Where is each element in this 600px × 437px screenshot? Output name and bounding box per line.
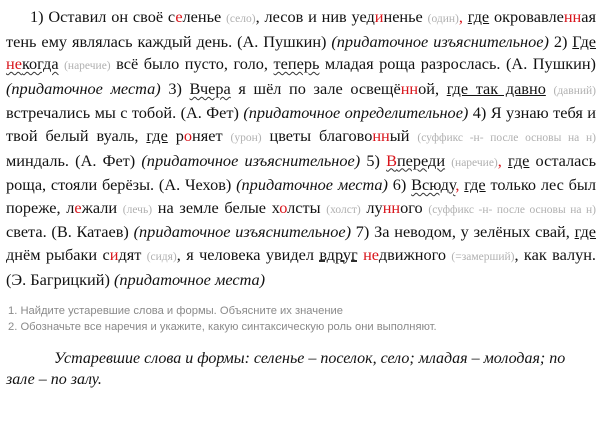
check-word-hint: (холст) <box>326 203 361 216</box>
sentence-2: 2) Где некогда (наречие) всё было пусто, голо, теперь младая роща разрослась. (А. Пушкин) (придаточное места) <box>6 31 596 98</box>
check-word-hint: (суффикс -н- после основы на н) <box>428 203 596 216</box>
comma-highlight: , <box>497 150 508 170</box>
conjunction-word: где так давно <box>446 78 546 98</box>
sentence-1: 1) Оставил он своё селенье (село), лесов и нив уединенье (один), где окровавленная тень ему являлась каждый день. (А. Пушкин) (придаточное изъяснительное) <box>6 7 596 51</box>
clause-type: (придаточное места) <box>113 269 266 289</box>
spelling-highlight: нн <box>400 78 419 98</box>
sentence-4: 4) Я узнаю тебя и твой белый вуаль, где роняет (урон) цветы благовонный (суффикс -н- после основы на н) миндаль. (А. Фет) (придаточное изъяснительное) <box>6 103 597 170</box>
sentence-3: 3) Вчера я шёл по зале освещённой, где так давно (давний) встречались мы с тобой. (А. Фет) (придаточное определительное) <box>6 78 596 123</box>
spelling-highlight: о <box>279 197 288 217</box>
clause-type: (придаточное места) <box>6 78 161 98</box>
sentence-6: 6) Всюду, где только лес был пореже, лежали (лечь) на земле белые холсты (холст) лунного (суффикс -н- после основы на н) света. (В. Катаев) (придаточное изъяснительное) <box>6 175 596 242</box>
check-word-hint: (=замерший) <box>451 250 515 263</box>
check-word-hint: (село) <box>226 13 256 25</box>
spelling-highlight: нн <box>372 125 390 145</box>
sentence-number: 1) <box>30 7 44 26</box>
sentence-number: 2) <box>548 31 573 51</box>
clause-type: (придаточное изъяснительное) <box>141 150 361 170</box>
conjunction-word: где <box>467 7 490 26</box>
adverb: переди <box>396 150 446 170</box>
spelling-highlight: и <box>374 7 384 26</box>
spelling-highlight: не <box>6 54 22 74</box>
task-item: 1. Найдите устаревшие слова и формы. Объясните их значение <box>8 305 343 318</box>
check-word-hint: (сидя) <box>146 250 177 263</box>
answer-text: Устаревшие слова и формы: селенье – поселок, село; младая – молодая; по зале – по залу. <box>6 350 566 389</box>
conjunction-word: где <box>146 125 168 145</box>
spelling-highlight: нн <box>563 7 582 26</box>
comma-highlight: , <box>458 7 468 26</box>
spelling-highlight: о <box>183 125 193 145</box>
clause-type: (придаточное изъяснительное) <box>331 31 549 51</box>
conjunction-word: Где <box>572 31 596 51</box>
clause-type: (придаточное изъяснительное) <box>133 222 351 242</box>
check-word-hint: (наречие) <box>64 60 111 73</box>
check-word-hint: (один) <box>427 13 459 25</box>
exercise-text <box>6 6 596 291</box>
adverb: вдруг <box>319 244 358 264</box>
spelling-highlight: е <box>74 197 82 217</box>
check-word-hint: (суффикс -н- после основы на н) <box>417 131 596 144</box>
adverb: Вчера <box>189 78 231 98</box>
adverb: теперь <box>273 54 320 74</box>
conjunction-word: где <box>574 222 596 242</box>
sentence-number: 6) <box>387 175 412 195</box>
check-word-hint: (наречие) <box>451 156 498 169</box>
conjunction-word: где <box>508 150 530 170</box>
conjunction-word: где <box>464 175 486 195</box>
check-word-hint: (давний) <box>553 84 596 97</box>
spelling-highlight: и <box>109 244 119 264</box>
sentence-number: 3) <box>160 78 190 98</box>
check-word-hint: (урон) <box>230 131 262 144</box>
spelling-highlight: В <box>386 150 397 170</box>
sentence-5: 5) Впереди (наречие), где осталась роща, стояли берёзы. (А. Чехов) (придаточное места) <box>6 150 597 195</box>
spelling-highlight: нн <box>382 197 401 217</box>
task-item: 2. Обозначьте все наречия и укажите, какую синтаксическую роль они выполняют. <box>8 321 437 334</box>
clause-type: (придаточное места) <box>236 175 388 195</box>
check-word-hint: (лечь) <box>122 203 153 216</box>
sentence-7: 7) За неводом, у зелёных свай, где днём рыбаки сидят (сидя), я человека увидел вдруг недвижного (=замерший), как валун. (Э. Багрицкий) (придаточное места) <box>6 222 596 289</box>
spelling-highlight: не <box>363 244 379 264</box>
spelling-highlight: е <box>175 7 183 26</box>
adverb: когда <box>21 54 59 74</box>
clause-type: (придаточное определительное) <box>243 103 469 123</box>
task-list <box>6 303 596 335</box>
document-page <box>6 6 596 390</box>
adverb: Всюду <box>411 175 456 195</box>
sentence-number: 5) <box>360 150 387 170</box>
comma-highlight: , <box>455 175 465 195</box>
